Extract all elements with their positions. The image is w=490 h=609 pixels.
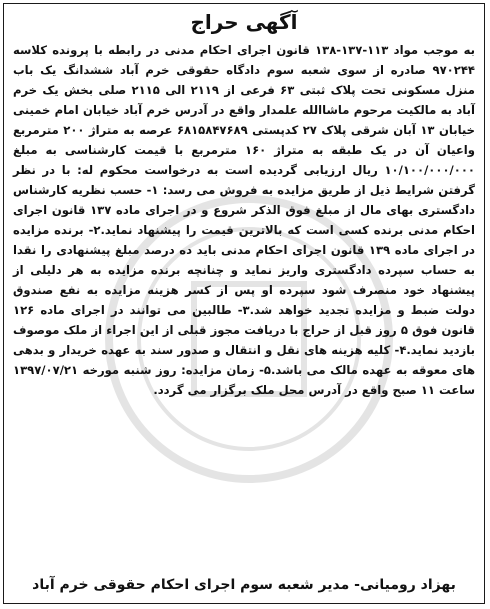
notice-frame — [3, 3, 485, 604]
notice-signature: بهزاد رومیانی- مدیر شعبه سوم اجرای احکام حقوقی خرم آباد — [32, 577, 456, 593]
notice-body: به موجب مواد ۱۱۳-۱۳۷-۱۳۸ قانون اجرای احکام مدنی در رابطه با پرونده کلاسه ۹۷۰۲۴۴ صادره از سوی شعبه سوم دادگاه حقوقی خرم آباد ششدانگ یک باب منزل مسکونی تحت پلاک ثبتی ۶۳ فرعی از ۲۱۱۹ الی ۲۱۱۵ صلی بخش یک خرم آباد به مالکیت مرحوم ماشاالله علمدار واقع در آدرس خرم آباد خیابان امام خمینی خیابان ۱۳ آبان شرقی پلاک ۲۷ کدپستی ۶۸۱۵۸۴۷۶۸۹ عرصه به متراژ ۲۰۰ مترمربع واعیان آن در یک طبقه به متراژ ۱۶۰ مترمربع با قیمت کارشناسی به مبلغ ۱۰/۱۰۰/۰۰۰/۰۰۰ ریال ارزیابی گردیده است به درخواست محکوم له: با در نظر گرفتن شرایط ذیل از طریق مزایده به فروش می رسد: ۱- حسب نظریه کارشناس دادگستری بهای مال از مبلغ فوق الذکر شروع و در اجرای ماده ۱۳۷ قانون اجرای احکام مدنی برنده کسی است که بالاترین قیمت را پیشنهاد نماید.۲- برنده مزایده در اجرای ماده ۱۳۹ قانون اجرای احکام مدنی باید ده درصد مبلغ پیشنهادی را نقدا به حساب سپرده دادگستری واریز نماید و چنانچه برنده مزایده به هر دلیلی از پیشنهاد خود منصرف شود سپرده او پس از کسر هزینه مزایده به نفع صندوق دولت ضبط و مزایده تجدید خواهد شد.۳- طالبین می توانند در اجرای ماده ۱۲۶ قانون فوق ۵ روز قبل از حراج با دریافت مجوز قبلی از این اجراء از ملک موصوف بازدید نماید.۴- کلیه هزینه های نقل و انتقال و صدور سند به عهده خریدار و بدهی های معوقه به عهده مالک می باشد.۵- زمان مزایده: روز شنبه مورخه ۱۳۹۷/۰۷/۲۱ ساعت ۱۱ صبح واقع در آدرس محل ملک برگزار می گردد. — [13, 43, 476, 397]
notice-title: آگهی حراج — [190, 10, 298, 34]
